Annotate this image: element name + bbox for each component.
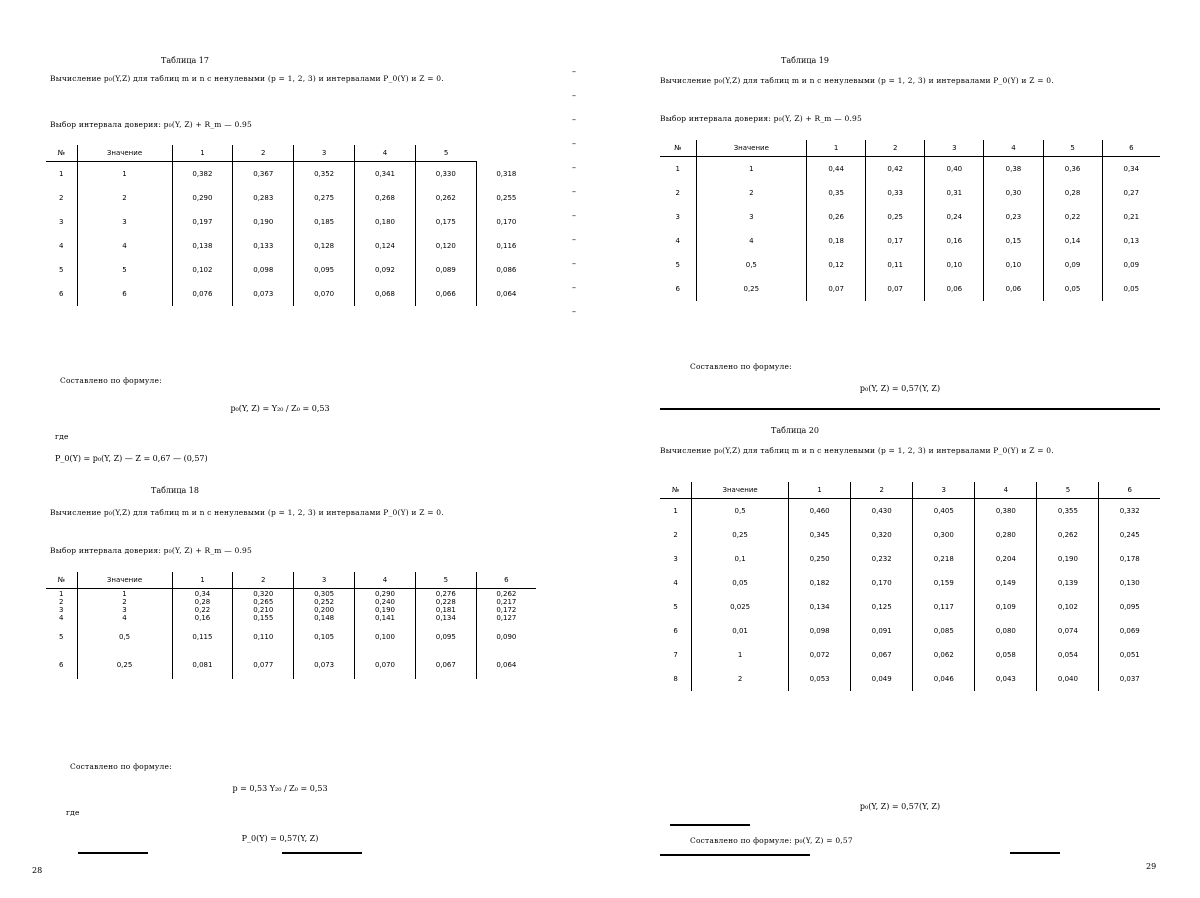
column-header: 4 xyxy=(975,482,1037,499)
table-cell: 5 xyxy=(59,266,64,274)
table-cell: 0,10 xyxy=(984,253,1043,277)
table-cell: 0,182 xyxy=(789,571,851,595)
table-cell: 0,025 xyxy=(692,595,789,619)
table-cell: 0,102 xyxy=(172,258,233,282)
formula: p = 0,53 Y₂₀ / Z₀ = 0,53 xyxy=(232,784,328,793)
column-header: 1 xyxy=(807,140,866,157)
table-cell: 5 xyxy=(673,603,678,611)
table-cell: 6 xyxy=(59,661,64,669)
table-cell: 0,098 xyxy=(233,258,294,282)
table-cell: 0,36 xyxy=(1043,157,1102,182)
table-cell: 0,345 xyxy=(789,523,851,547)
table-cell: 5 xyxy=(77,258,172,282)
table-cell: 0,185 xyxy=(294,210,355,234)
table-cell: 0,109 xyxy=(975,595,1037,619)
table-cell: 0,232 xyxy=(851,547,913,571)
table-cell: 0,09 xyxy=(1043,253,1102,277)
table-cell: 0,07 xyxy=(807,277,866,301)
margin-marks: – – – – – – – – – – – xyxy=(572,67,576,316)
column-header: Значение xyxy=(77,145,172,162)
table-cell: 0,12 xyxy=(807,253,866,277)
table-cell: 0,380 xyxy=(975,499,1037,524)
table-cell: 0,100 xyxy=(355,623,416,651)
table-cell: 0,255 xyxy=(476,186,536,210)
table-cell: 0,095 xyxy=(1099,595,1160,619)
table-cell: 5 xyxy=(675,261,680,269)
table-cell: 0,06 xyxy=(984,277,1043,301)
table-cell: 0,095 xyxy=(415,623,476,651)
table-cell: 0,170 xyxy=(851,571,913,595)
table-cell: 0,25 xyxy=(866,205,925,229)
table-cell: 0,05 xyxy=(692,571,789,595)
table-cell: 0,051 xyxy=(1099,643,1160,667)
formula: P_0(Y) = p₀(Y, Z) — Z = 0,67 — (0,57) xyxy=(55,454,208,463)
table-cell: 0,1 xyxy=(692,547,789,571)
column-header: № xyxy=(660,482,692,499)
table-cell: 1 xyxy=(675,165,680,173)
table-cell: 0,31 xyxy=(925,181,984,205)
table-cell: 0,330 xyxy=(415,162,476,187)
table-cell: 0,34 0,28 0,22 0,16 xyxy=(172,589,233,624)
table-cell: 0,35 xyxy=(807,181,866,205)
divider xyxy=(282,852,362,854)
table-caption: Таблица 17 xyxy=(161,56,209,65)
table-cell: 0,062 xyxy=(913,643,975,667)
column-header: 1 xyxy=(172,145,233,162)
table-cell: 2 xyxy=(696,181,807,205)
table-cell: 4 xyxy=(673,579,678,587)
table-row xyxy=(46,210,536,234)
table-cell: 0,073 xyxy=(233,282,294,306)
left-page xyxy=(0,0,590,898)
table-heading: Выбор интервала доверия: p₀(Y, Z) + R_m — 0.95 xyxy=(50,120,252,129)
column-header: 1 xyxy=(172,572,233,589)
table-cell: 0,049 xyxy=(851,667,913,691)
table-cell: 0,18 xyxy=(807,229,866,253)
table-cell: 0,21 xyxy=(1102,205,1160,229)
table-cell: 0,069 xyxy=(1099,619,1160,643)
table-cell: 0,26 xyxy=(807,205,866,229)
table-cell: 0,07 xyxy=(866,277,925,301)
table-row xyxy=(660,619,1160,643)
column-header: 6 xyxy=(1099,482,1160,499)
divider xyxy=(78,852,148,854)
table-cell: 0,268 xyxy=(355,186,416,210)
table-cell: 0,115 xyxy=(172,623,233,651)
table-caption: Таблица 19 xyxy=(781,56,829,65)
table-cell: 6 xyxy=(675,285,680,293)
table-cell: 1 xyxy=(59,170,64,178)
table-cell: 0,355 xyxy=(1037,499,1099,524)
table-cell: 0,44 xyxy=(807,157,866,182)
table-row xyxy=(46,258,536,282)
table-header-row xyxy=(660,482,1160,499)
formula-where: где xyxy=(66,808,80,817)
table-row xyxy=(660,643,1160,667)
table-cell: 0,218 xyxy=(913,547,975,571)
table-cell: 2 xyxy=(673,531,678,539)
formula: p₀(Y, Z) = 0,57(Y, Z) xyxy=(859,802,941,811)
table-cell: 0,073 xyxy=(294,651,355,679)
table-cell: 7 xyxy=(673,651,678,659)
table-cell: 0,09 xyxy=(1102,253,1160,277)
column-header: 2 xyxy=(233,572,294,589)
table-cell: 2 xyxy=(77,186,172,210)
table-cell: 0,072 xyxy=(789,643,851,667)
table-cell: 0,42 xyxy=(866,157,925,182)
table-cell: 0,190 xyxy=(1037,547,1099,571)
table-cell: 0,405 xyxy=(913,499,975,524)
table-cell: 0,046 xyxy=(913,667,975,691)
table-cell: 0,064 xyxy=(476,651,536,679)
table-cell: 0,133 xyxy=(233,234,294,258)
column-header: 1 xyxy=(789,482,851,499)
column-header: 5 xyxy=(1043,140,1102,157)
table-cell: 0,090 xyxy=(476,623,536,651)
table-cell: 0,5 xyxy=(696,253,807,277)
table-cell: 0,068 xyxy=(355,282,416,306)
table-cell: 0,074 xyxy=(1037,619,1099,643)
table-cell: 0,092 xyxy=(355,258,416,282)
column-header: 5 xyxy=(415,572,476,589)
column-header: Значение xyxy=(77,572,172,589)
table-cell: 0,05 xyxy=(1102,277,1160,301)
table-note: Составлено по формуле: xyxy=(70,762,172,771)
column-header: 5 xyxy=(415,145,476,162)
table-heading: Выбор интервала доверия: p₀(Y, Z) + R_m — 0.95 xyxy=(50,546,252,555)
table-cell: 1 2 3 4 xyxy=(59,590,64,622)
data-table-20 xyxy=(660,482,1160,691)
table-cell: 0,262 0,217 0,172 0,127 xyxy=(476,589,536,624)
table-cell: 0,138 xyxy=(172,234,233,258)
table-cell: 8 xyxy=(673,675,678,683)
table-note: Составлено по формуле: p₀(Y, Z) = 0,57 xyxy=(690,836,853,845)
table-row xyxy=(46,282,536,306)
table-cell: 0,17 xyxy=(866,229,925,253)
divider xyxy=(670,824,750,826)
table-note: Составлено по формуле: xyxy=(60,376,162,385)
divider xyxy=(1010,852,1060,854)
table-row xyxy=(660,499,1160,524)
table-cell: 0,30 xyxy=(984,181,1043,205)
table-cell: 0,043 xyxy=(975,667,1037,691)
table-cell: 1 2 3 4 xyxy=(77,589,172,624)
table-cell: 0,24 xyxy=(925,205,984,229)
column-header: 3 xyxy=(294,572,355,589)
table-cell: 0,105 xyxy=(294,623,355,651)
table-cell: 0,170 xyxy=(476,210,536,234)
table-row xyxy=(660,253,1160,277)
table-intro: Вычисление p₀(Y,Z) для таблиц m и n с ненулевыми (p = 1, 2, 3) и интервалами P_0(Y) и Z = 0. xyxy=(50,508,444,517)
table-cell: 0,305 0,252 0,200 0,148 xyxy=(294,589,355,624)
table-cell: 0,058 xyxy=(975,643,1037,667)
table-cell: 0,276 0,228 0,181 0,134 xyxy=(415,589,476,624)
table-intro: Вычисление p₀(Y,Z) для таблиц m и n с ненулевыми (p = 1, 2, 3) и интервалами P_0(Y) и Z = 0. xyxy=(50,74,444,83)
table-cell: 0,178 xyxy=(1099,547,1160,571)
table-cell: 0,14 xyxy=(1043,229,1102,253)
table-cell: 0,077 xyxy=(233,651,294,679)
table-cell: 0,34 xyxy=(1102,157,1160,182)
table-cell: 0,066 xyxy=(415,282,476,306)
column-header: Значение xyxy=(696,140,807,157)
table-cell: 0,290 0,240 0,190 0,141 xyxy=(355,589,416,624)
table-cell: 0,290 xyxy=(172,186,233,210)
table-cell: 1 xyxy=(696,157,807,182)
table-intro: Вычисление p₀(Y,Z) для таблиц m и n с ненулевыми (p = 1, 2, 3) и интервалами P_0(Y) и Z = 0. xyxy=(660,76,1054,85)
column-header: № xyxy=(660,140,696,157)
table-cell: 3 xyxy=(696,205,807,229)
table-cell: 2 xyxy=(675,189,680,197)
table-caption: Таблица 18 xyxy=(151,486,199,495)
table-cell: 3 xyxy=(675,213,680,221)
divider xyxy=(660,854,810,856)
page-number: 29 xyxy=(1146,862,1157,871)
table-cell: 0,250 xyxy=(789,547,851,571)
table-cell: 0,352 xyxy=(294,162,355,187)
table-cell: 0,01 xyxy=(692,619,789,643)
table-row xyxy=(660,277,1160,301)
table-cell: 0,067 xyxy=(415,651,476,679)
right-page xyxy=(610,0,1200,898)
table-row xyxy=(46,162,536,187)
table-cell: 0,175 xyxy=(415,210,476,234)
table-cell: 0,15 xyxy=(984,229,1043,253)
table-row xyxy=(660,181,1160,205)
table-cell: 0,332 xyxy=(1099,499,1160,524)
table-cell: 0,197 xyxy=(172,210,233,234)
table-row xyxy=(660,571,1160,595)
table-cell: 0,139 xyxy=(1037,571,1099,595)
table-cell: 0,320 0,265 0,210 0,155 xyxy=(233,589,294,624)
table-row xyxy=(46,589,536,624)
table-cell: 0,204 xyxy=(975,547,1037,571)
formula: P_0(Y) = 0,57(Y, Z) xyxy=(241,834,319,843)
table-cell: 6 xyxy=(673,627,678,635)
table-row xyxy=(660,205,1160,229)
table-cell: 0,22 xyxy=(1043,205,1102,229)
table-cell: 4 xyxy=(696,229,807,253)
table-cell: 0,318 xyxy=(476,162,536,187)
table-cell: 0,23 xyxy=(984,205,1043,229)
table-cell: 0,067 xyxy=(851,643,913,667)
table-cell: 4 xyxy=(675,237,680,245)
table-cell: 0,28 xyxy=(1043,181,1102,205)
table-cell: 0,149 xyxy=(975,571,1037,595)
table-row xyxy=(660,595,1160,619)
table-header-row xyxy=(46,572,536,589)
table-cell: 0,053 xyxy=(789,667,851,691)
table-cell: 0,25 xyxy=(77,651,172,679)
table-cell: 0,159 xyxy=(913,571,975,595)
table-cell: 3 xyxy=(77,210,172,234)
table-note: Составлено по формуле: xyxy=(690,362,792,371)
table-row xyxy=(660,523,1160,547)
table-cell: 0,5 xyxy=(77,623,172,651)
column-header: 2 xyxy=(851,482,913,499)
table-cell: 0,095 xyxy=(294,258,355,282)
table-cell: 0,27 xyxy=(1102,181,1160,205)
table-cell: 0,180 xyxy=(355,210,416,234)
table-cell: 0,081 xyxy=(172,651,233,679)
table-row xyxy=(660,547,1160,571)
table-row xyxy=(46,186,536,210)
table-frame-line xyxy=(660,408,1160,410)
table-cell: 0,190 xyxy=(233,210,294,234)
column-header: 5 xyxy=(1037,482,1099,499)
table-cell: 0,110 xyxy=(233,623,294,651)
table-cell: 0,05 xyxy=(1043,277,1102,301)
table-cell: 0,06 xyxy=(925,277,984,301)
table-cell: 2 xyxy=(59,194,64,202)
table-cell: 0,283 xyxy=(233,186,294,210)
table-cell: 0,262 xyxy=(1037,523,1099,547)
table-row xyxy=(46,234,536,258)
table-cell: 0,125 xyxy=(851,595,913,619)
column-header: № xyxy=(46,145,77,162)
table-cell: 0,367 xyxy=(233,162,294,187)
table-cell: 3 xyxy=(673,555,678,563)
table-heading: Выбор интервала доверия: p₀(Y, Z) + R_m — 0.95 xyxy=(660,114,862,123)
table-cell: 0,054 xyxy=(1037,643,1099,667)
column-header: 3 xyxy=(925,140,984,157)
table-row xyxy=(660,667,1160,691)
table-intro: Вычисление p₀(Y,Z) для таблиц m и n с ненулевыми (p = 1, 2, 3) и интервалами P_0(Y) и Z = 0. xyxy=(660,446,1054,455)
table-cell: 0,116 xyxy=(476,234,536,258)
table-cell: 0,080 xyxy=(975,619,1037,643)
table-cell: 1 xyxy=(673,507,678,515)
table-cell: 0,091 xyxy=(851,619,913,643)
table-cell: 0,245 xyxy=(1099,523,1160,547)
table-row xyxy=(46,623,536,651)
table-cell: 0,275 xyxy=(294,186,355,210)
table-cell: 0,262 xyxy=(415,186,476,210)
table-cell: 1 xyxy=(77,162,172,187)
table-cell: 0,460 xyxy=(789,499,851,524)
column-header: 3 xyxy=(294,145,355,162)
table-cell: 6 xyxy=(77,282,172,306)
table-cell: 0,280 xyxy=(975,523,1037,547)
table-cell: 0,120 xyxy=(415,234,476,258)
data-table-18 xyxy=(46,572,536,679)
table-cell: 0,117 xyxy=(913,595,975,619)
table-header-row xyxy=(660,140,1160,157)
table-cell: 0,040 xyxy=(1037,667,1099,691)
table-cell: 4 xyxy=(59,242,64,250)
table-cell: 0,25 xyxy=(696,277,807,301)
table-cell: 0,124 xyxy=(355,234,416,258)
column-header: 4 xyxy=(355,145,416,162)
table-cell: 0,300 xyxy=(913,523,975,547)
table-cell: 0,430 xyxy=(851,499,913,524)
table-cell: 0,13 xyxy=(1102,229,1160,253)
table-cell: 0,070 xyxy=(294,282,355,306)
table-cell: 3 xyxy=(59,218,64,226)
table-cell: 4 xyxy=(77,234,172,258)
table-cell: 0,10 xyxy=(925,253,984,277)
formula: p₀(Y, Z) = Y₂₀ / Z₀ = 0,53 xyxy=(230,404,330,413)
table-cell: 0,064 xyxy=(476,282,536,306)
table-cell: 0,128 xyxy=(294,234,355,258)
table-cell: 0,25 xyxy=(692,523,789,547)
formula-where: где xyxy=(55,432,69,441)
table-cell: 0,037 xyxy=(1099,667,1160,691)
column-header: Значение xyxy=(692,482,789,499)
column-header: 4 xyxy=(984,140,1043,157)
column-header: 6 xyxy=(1102,140,1160,157)
table-caption: Таблица 20 xyxy=(771,426,819,435)
table-cell: 0,382 xyxy=(172,162,233,187)
column-header: № xyxy=(46,572,77,589)
table-cell: 0,38 xyxy=(984,157,1043,182)
table-cell: 0,11 xyxy=(866,253,925,277)
table-row xyxy=(660,229,1160,253)
table-cell: 2 xyxy=(692,667,789,691)
column-header: 6 xyxy=(476,572,536,589)
table-cell: 0,098 xyxy=(789,619,851,643)
table-cell: 5 xyxy=(59,633,64,641)
table-cell: 6 xyxy=(59,290,64,298)
page-number: 28 xyxy=(32,866,43,875)
table-cell: 0,130 xyxy=(1099,571,1160,595)
table-cell: 0,33 xyxy=(866,181,925,205)
table-cell: 0,134 xyxy=(789,595,851,619)
formula: p₀(Y, Z) = 0,57(Y, Z) xyxy=(859,384,941,393)
table-cell: 0,102 xyxy=(1037,595,1099,619)
column-header: 3 xyxy=(913,482,975,499)
data-table-17 xyxy=(46,145,536,306)
table-cell: 0,070 xyxy=(355,651,416,679)
table-cell: 0,5 xyxy=(692,499,789,524)
table-cell: 0,089 xyxy=(415,258,476,282)
table-cell: 0,085 xyxy=(913,619,975,643)
table-cell: 0,341 xyxy=(355,162,416,187)
table-row xyxy=(46,651,536,679)
table-cell: 0,086 xyxy=(476,258,536,282)
column-header: 2 xyxy=(233,145,294,162)
table-row xyxy=(660,157,1160,182)
table-cell: 0,320 xyxy=(851,523,913,547)
table-cell: 0,16 xyxy=(925,229,984,253)
data-table-19 xyxy=(660,140,1160,301)
table-cell: 0,076 xyxy=(172,282,233,306)
column-header: 4 xyxy=(355,572,416,589)
column-header: 2 xyxy=(866,140,925,157)
table-header-row xyxy=(46,145,536,162)
table-cell: 0,40 xyxy=(925,157,984,182)
table-cell: 1 xyxy=(692,643,789,667)
